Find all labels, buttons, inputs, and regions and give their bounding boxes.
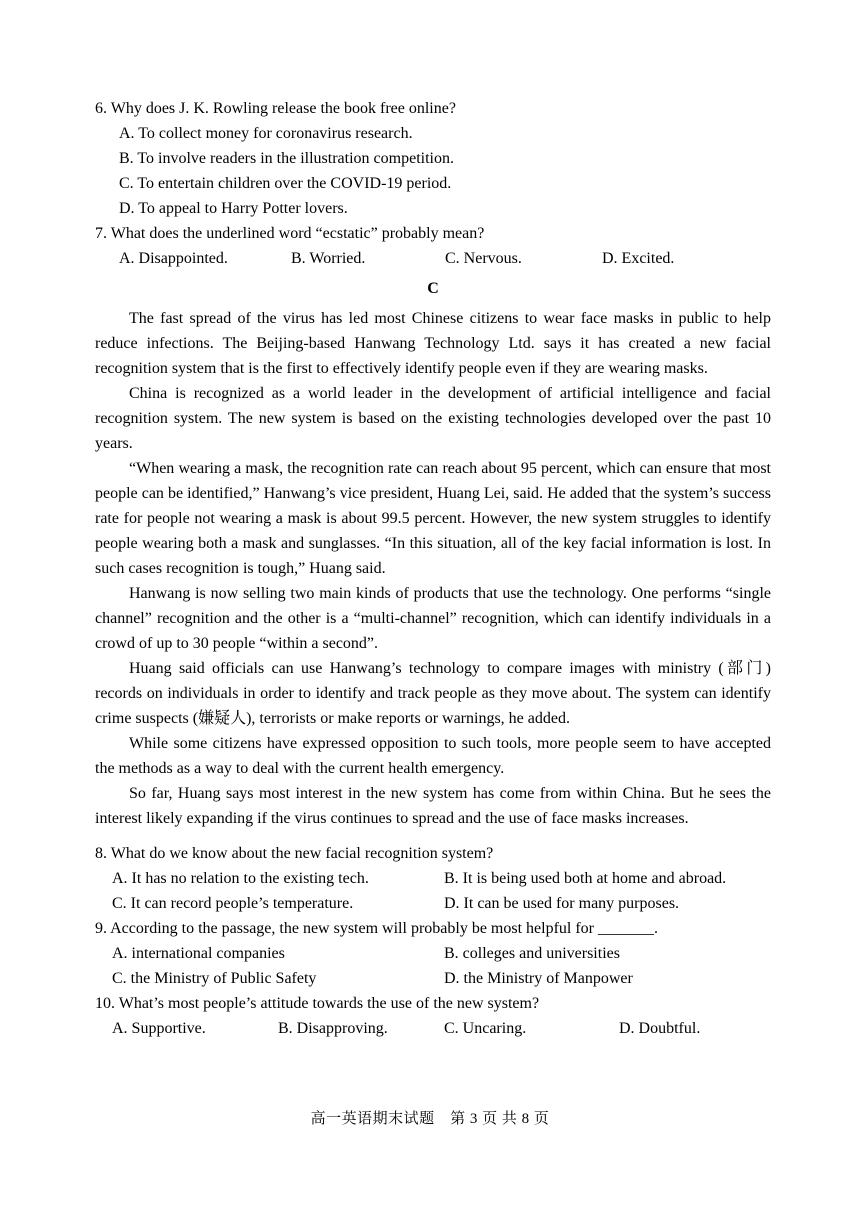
q6-option-a: A. To collect money for coronavirus research. xyxy=(119,125,413,142)
q7-option-a: A. Disappointed. xyxy=(119,250,228,267)
q10-option-a: A. Supportive. xyxy=(112,1020,206,1037)
q8-option-a: A. It has no relation to the existing tech. xyxy=(112,870,369,887)
q8-option-c: C. It can record people’s temperature. xyxy=(112,895,354,912)
section-title: C xyxy=(427,280,439,297)
question-8: 8. What do we know about the new facial recognition system? xyxy=(95,845,494,862)
q10-option-c: C. Uncaring. xyxy=(444,1020,527,1037)
q9-option-c: C. the Ministry of Public Safety xyxy=(112,970,317,987)
question-7: 7. What does the underlined word “ecstatic” probably mean? xyxy=(95,225,485,242)
passage-paragraph: The fast spread of the virus has led most Chinese citizens to wear face masks in public to help reduce infections. The Beijing-based Hanwang Technology Ltd. says it has created a new facial recognition system that is the first to effectively identify people even if they are wearing masks. xyxy=(95,310,771,377)
q8-options-row-2 xyxy=(95,891,771,916)
q9-option-a: A. international companies xyxy=(112,945,285,962)
question-9: 9. According to the passage, the new system will probably be most helpful for _______. xyxy=(95,920,659,937)
passage-paragraph: Huang said officials can use Hanwang’s technology to compare images with ministry (部门) records on individuals in order to identify and track people as they move about. The system can identify crime suspects (嫌疑人), terrorists or make reports or warnings, he added. xyxy=(95,660,771,727)
passage-paragraph: Hanwang is now selling two main kinds of products that use the technology. One performs “single channel” recognition and the other is a “multi-channel” recognition, which can identify individuals in a crowd of up to 30 people “within a second”. xyxy=(95,585,771,652)
q9-options-row-1 xyxy=(95,941,771,966)
passage-paragraph: “When wearing a mask, the recognition rate can reach about 95 percent, which can ensure that most people can be identified,” Hanwang’s vice president, Huang Lei, said. He added that the system’s success rate for people not wearing a mask is about 99.5 percent. However, the new system struggles to identify people wearing both a mask and sunglasses. “In this situation, all of the key facial information is lost. In such cases recognition is tough,” Huang said. xyxy=(95,460,771,577)
q10-option-b: B. Disapproving. xyxy=(278,1020,388,1037)
passage-paragraph: So far, Huang says most interest in the new system has come from within China. But he sees the interest likely expanding if the virus continues to spread and the use of face masks increases. xyxy=(95,785,771,827)
q6-option-c: C. To entertain children over the COVID-19 period. xyxy=(119,175,452,192)
q9-options-row-2 xyxy=(95,966,771,991)
q10-option-d: D. Doubtful. xyxy=(619,1020,701,1037)
q10-options xyxy=(95,1016,771,1041)
q8-option-b: B. It is being used both at home and abroad. xyxy=(444,870,727,887)
passage-paragraph: China is recognized as a world leader in the development of artificial intelligence and facial recognition system. The new system is based on the existing technologies developed over the past 10 years. xyxy=(95,385,771,452)
question-10: 10. What’s most people’s attitude towards the use of the new system? xyxy=(95,995,540,1012)
q8-options-row-1 xyxy=(95,866,771,891)
q8-option-d: D. It can be used for many purposes. xyxy=(444,895,680,912)
q6-option-d: D. To appeal to Harry Potter lovers. xyxy=(119,200,348,217)
q9-option-d: D. the Ministry of Manpower xyxy=(444,970,633,987)
exam-page xyxy=(95,96,771,1041)
q7-option-c: C. Nervous. xyxy=(445,250,522,267)
passage-paragraph: While some citizens have expressed opposition to such tools, more people seem to have accepted the methods as a way to deal with the current health emergency. xyxy=(95,735,771,777)
spacer xyxy=(95,831,771,841)
q7-option-b: B. Worried. xyxy=(291,250,366,267)
q6-option-b: B. To involve readers in the illustration competition. xyxy=(119,150,454,167)
question-6: 6. Why does J. K. Rowling release the book free online? xyxy=(95,100,456,117)
page-footer: 高一英语期末试题 第 3 页 共 8 页 xyxy=(310,1111,550,1127)
q7-options xyxy=(95,246,771,271)
q7-option-d: D. Excited. xyxy=(602,250,675,267)
q9-option-b: B. colleges and universities xyxy=(444,945,620,962)
